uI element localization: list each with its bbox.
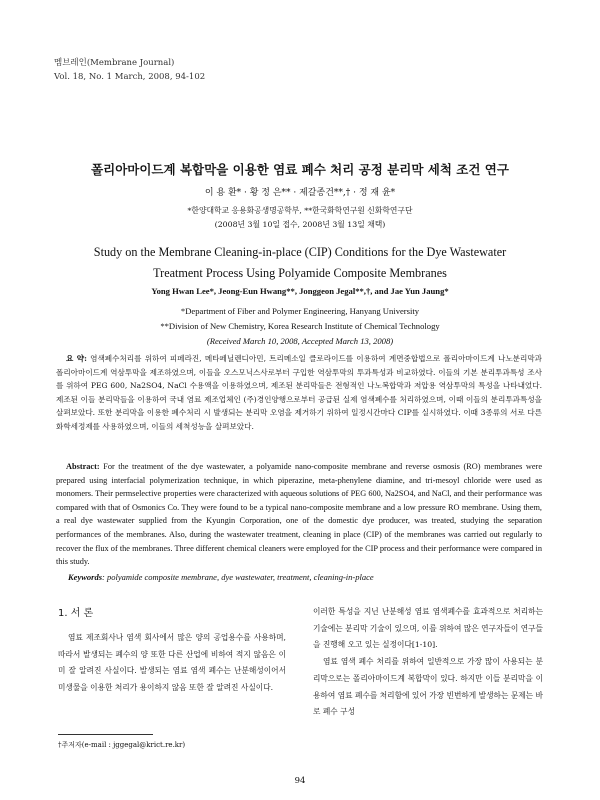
english-abstract <box>56 460 542 569</box>
korean-title: 폴리아마이드계 복합막을 이용한 염료 폐수 처리 공정 분리막 세척 조건 연구 <box>91 162 509 177</box>
english-dates: (Received March 10, 2008, Accepted March 13, 2008) <box>206 336 394 346</box>
english-title-line2: Treatment Process Using Polyamide Composite Membranes <box>153 266 447 280</box>
english-abstract-text: For the treatment of the dye wastewater, a polyamide nano-composite membrane and reverse osmosis (RO) membranes were prepared using interfacial polymerization technique, in which piperazine, meta-phenylene diamine, and tri-mesoyl chloride were used as monomers. Their permselective properties were characterized with aqueous solutions of PEG 600, Na2SO4, and NaCl, and their performance was compared with that of Osmonics Co. They were found to be a typical nano-composite membrane and a low pressure RO membrane. Using them, a real dye wastewater supplied from the Kyungin Corporation, one of the domestic dye producer, was treated, studying the separation performances of the membranes. Also, during the wastewater treatment, cleaning in place (CIP) of the membranes was carried out regularly to recover the flux of the membranes. Three different chemical cleaners were employed for the CIP process and their performance were compared in this study. <box>56 462 542 567</box>
body-column-right <box>313 604 543 721</box>
journal-header <box>54 56 205 84</box>
english-title <box>50 242 550 284</box>
footnote-rule <box>58 734 153 735</box>
body-paragraph: 염료 염색 폐수 처리를 위하여 일반적으로 가장 많이 사용되는 분리막으로는 폴리아마이드계 복합막이 있다. 하지만 이들 분리막을 이용하여 염료 폐수를 처리함에 있어 가장 빈번하게 발생하는 문제는 바로 폐수 구성 <box>313 657 543 717</box>
keywords-label: Keywords <box>68 572 102 582</box>
footnote: †주저자(e-mail : jggegal@krict.re.kr) <box>58 741 186 749</box>
korean-abstract-text: 염색폐수처리를 위하여 피페라진, 메타페닐렌디아민, 트리메소일 클로라이드를 이용하여 계면중합법으로 폴리아마이드계 나노분리막과 폴리아마이드계 역삼투막을 제조하였으며, 이들을 오스모닉스사로부터 구입한 역삼투막의 투과특성과 비교하였다. 이들의 기본 분리투과특성 조사를 위하여 PEG 600, Na2SO4, NaCl 수용액을 이용하였으며, 제조된 분리막들은 전형적인 나노복합막과 저압용 역삼투막의 특성을 나타내었다. 제조된 이들 분리막들을 이용하여 국내 염료 제조업체인 (주)경인양행으로부터 공급된 실제 염색폐수를 처리하였으며, 이때 이들의 분리투과특성을 살펴보았다. 또한 분리막을 이용한 폐수처리 시 발생되는 분리막 오염을 제거하기 위하여 일정시간마다 CIP를 실시하였다. 이때 3종류의 서로 다른 화학세정제를 사용하였으며, 이들의 세척성능을 살펴보았다. <box>56 354 542 431</box>
korean-abstract <box>56 352 542 434</box>
korean-authors: 이 용 환* · 황 정 은** · 제갈종건**,† · 정 재 윤* <box>204 188 396 198</box>
english-affiliation-1: *Department of Fiber and Polymer Engineering, Hanyang University <box>180 306 420 316</box>
korean-dates: (2008년 3월 10일 접수, 2008년 3월 13일 채택) <box>214 220 386 229</box>
english-affiliation-2: **Division of New Chemistry, Korea Research Institute of Chemical Technology <box>160 321 440 331</box>
english-abstract-label: Abstract: <box>66 462 100 471</box>
korean-abstract-label: 요 약: <box>66 354 87 363</box>
journal-name: 멤브레인(Membrane Journal) <box>54 58 175 68</box>
keywords <box>68 572 374 582</box>
keywords-text: : polyamide composite membrane, dye wastewater, treatment, cleaning-in-place <box>102 572 374 582</box>
body-paragraph: 이러한 특성을 지닌 난분해성 염료 염색폐수를 효과적으로 처리하는 기술에는 분리막 기술이 있으며, 이를 위하여 많은 연구자들이 연구들을 진행해 오고 있는 실정이다[1-10]. <box>313 607 543 650</box>
page-number: 94 <box>294 776 306 786</box>
korean-affiliation: *한양대학교 응용화공생명공학부, **한국화학연구원 신화학연구단 <box>187 206 413 215</box>
body-column-left: 염료 제조회사나 염색 회사에서 많은 양의 공업용수를 사용하며, 따라서 발생되는 폐수의 양 또한 다른 산업에 비하여 적지 않음은 이미 잘 알려진 사실이다. 발생되는 염료 염색 폐수는 난분해성이어서 미생물을 이용한 처리가 용이하지 않음 또한 잘 알려진 사실이다. <box>58 633 286 693</box>
section-heading: 1. 서 론 <box>58 608 94 619</box>
english-authors: Yong Hwan Lee*, Jeong-Eun Hwang**, Jonggeon Jegal**,†, and Jae Yun Jaung* <box>151 286 449 296</box>
english-title-line1: Study on the Membrane Cleaning-in-place (CIP) Conditions for the Dye Wastewater <box>93 245 507 259</box>
journal-issue: Vol. 18, No. 1 March, 2008, 94-102 <box>54 72 206 82</box>
